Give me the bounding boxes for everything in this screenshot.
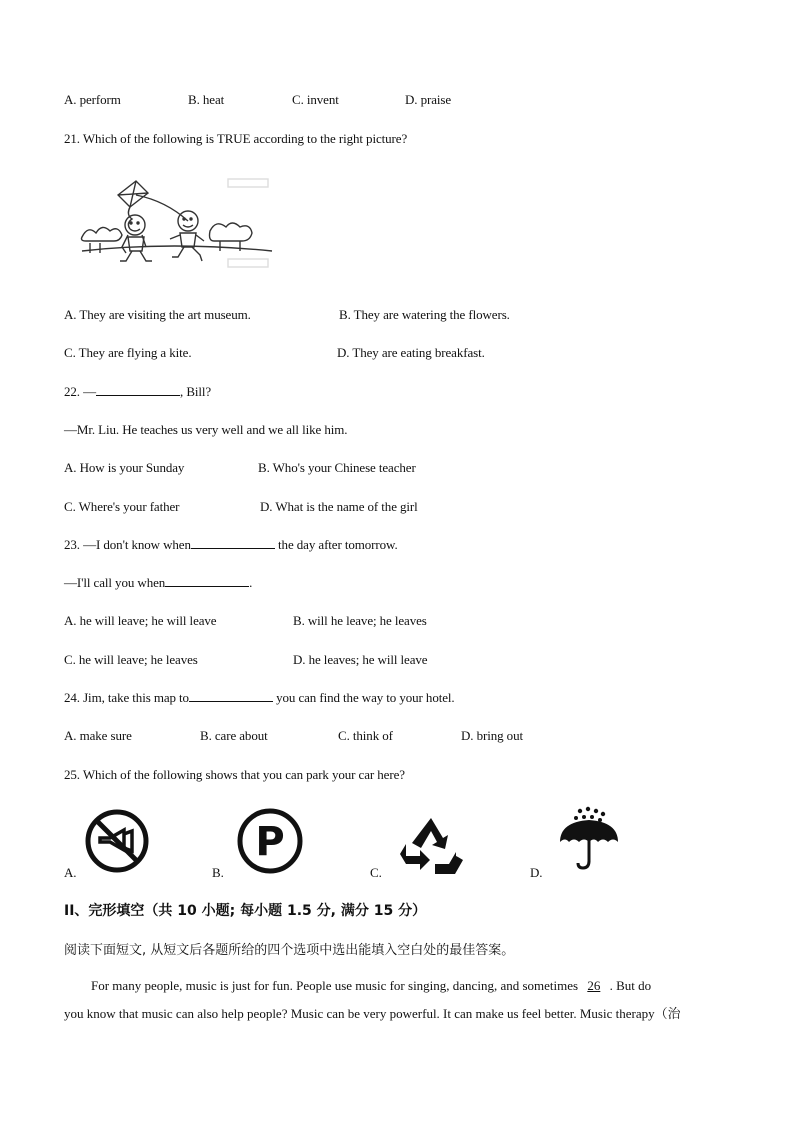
- q24-suffix: you can find the way to your hotel.: [272, 690, 455, 705]
- q21-option-a: A. They are visiting the art museum.: [64, 307, 251, 322]
- q20-option-b: B. heat: [188, 92, 225, 107]
- parking-letter: P: [255, 819, 285, 865]
- q23-option-d: D. he leaves; he will leave: [293, 652, 428, 667]
- q22-question: [64, 384, 211, 400]
- passage-line-1-a: For many people, music is just for fun. People use music for singing, dancing, and sometimes: [91, 978, 582, 993]
- parking-sign-icon: [236, 808, 304, 874]
- q21-option-d: D. They are eating breakfast.: [337, 345, 485, 360]
- q24-option-a: A. make sure: [64, 728, 132, 743]
- q23-line2: [64, 575, 252, 591]
- q24-option-c: C. think of: [338, 728, 393, 743]
- q22-option-a: A. How is your Sunday: [64, 460, 185, 475]
- q22-answer-line: —Mr. Liu. He teaches us very well and we all like him.: [64, 422, 348, 437]
- q23-line2-prefix: —I'll call you when: [64, 575, 166, 590]
- q23-option-c: C. he will leave; he leaves: [64, 652, 198, 667]
- q22-suffix: , Bill?: [180, 384, 212, 399]
- q23-prefix: 23. —I don't know when: [64, 537, 191, 552]
- q25-option-c-label: C.: [370, 865, 382, 880]
- q23-blank-2: [165, 575, 249, 587]
- q23-question: [64, 537, 398, 553]
- q23-blank-1: [191, 537, 275, 549]
- q23-suffix: the day after tomorrow.: [274, 537, 398, 552]
- q23-line2-suffix: .: [249, 575, 253, 590]
- q22-prefix: 22. —: [64, 384, 97, 399]
- passage-line-1: [91, 978, 651, 994]
- passage-line-1-b: . But do: [606, 978, 652, 993]
- no-horn-sign-icon: [84, 808, 150, 874]
- q22-option-c: C. Where's your father: [64, 499, 180, 514]
- q25-option-a-label: A.: [64, 865, 77, 880]
- q20-option-c: C. invent: [292, 92, 339, 107]
- section-2-instruction: 阅读下面短文, 从短文后各题所给的四个选项中选出能填入空白处的最佳答案。: [64, 943, 515, 958]
- q24-question: [64, 690, 455, 706]
- q21-option-c: C. They are flying a kite.: [64, 345, 192, 360]
- recycle-sign-icon: [396, 816, 466, 878]
- q23-option-a: A. he will leave; he will leave: [64, 613, 217, 628]
- passage-line-2: you know that music can also help people? Music can be very powerful. It can make us feel better. Music therapy（治: [64, 1006, 681, 1021]
- kite-flying-picture: [80, 165, 280, 277]
- q22-blank: [96, 384, 180, 396]
- q24-blank: [189, 690, 273, 702]
- q24-prefix: 24. Jim, take this map to: [64, 690, 189, 705]
- q20-option-d: D. praise: [405, 92, 452, 107]
- q24-option-d: D. bring out: [461, 728, 523, 743]
- q25-option-b-label: B.: [212, 865, 224, 880]
- blank-26: 26: [587, 978, 601, 993]
- q22-option-d: D. What is the name of the girl: [260, 499, 418, 514]
- q25-option-d-label: D.: [530, 865, 543, 880]
- q23-option-b: B. will he leave; he leaves: [293, 613, 427, 628]
- q24-option-b: B. care about: [200, 728, 268, 743]
- section-2-title: II、完形填空（共 10 小题; 每小题 1.5 分, 满分 15 分）: [64, 903, 427, 919]
- q22-option-b: B. Who's your Chinese teacher: [258, 460, 416, 475]
- q25-question: 25. Which of the following shows that you can park your car here?: [64, 767, 405, 782]
- q21-option-b: B. They are watering the flowers.: [339, 307, 510, 322]
- q21-question: 21. Which of the following is TRUE according to the right picture?: [64, 131, 408, 146]
- q20-option-a: A. perform: [64, 92, 121, 107]
- umbrella-rain-sign-icon: [556, 806, 622, 872]
